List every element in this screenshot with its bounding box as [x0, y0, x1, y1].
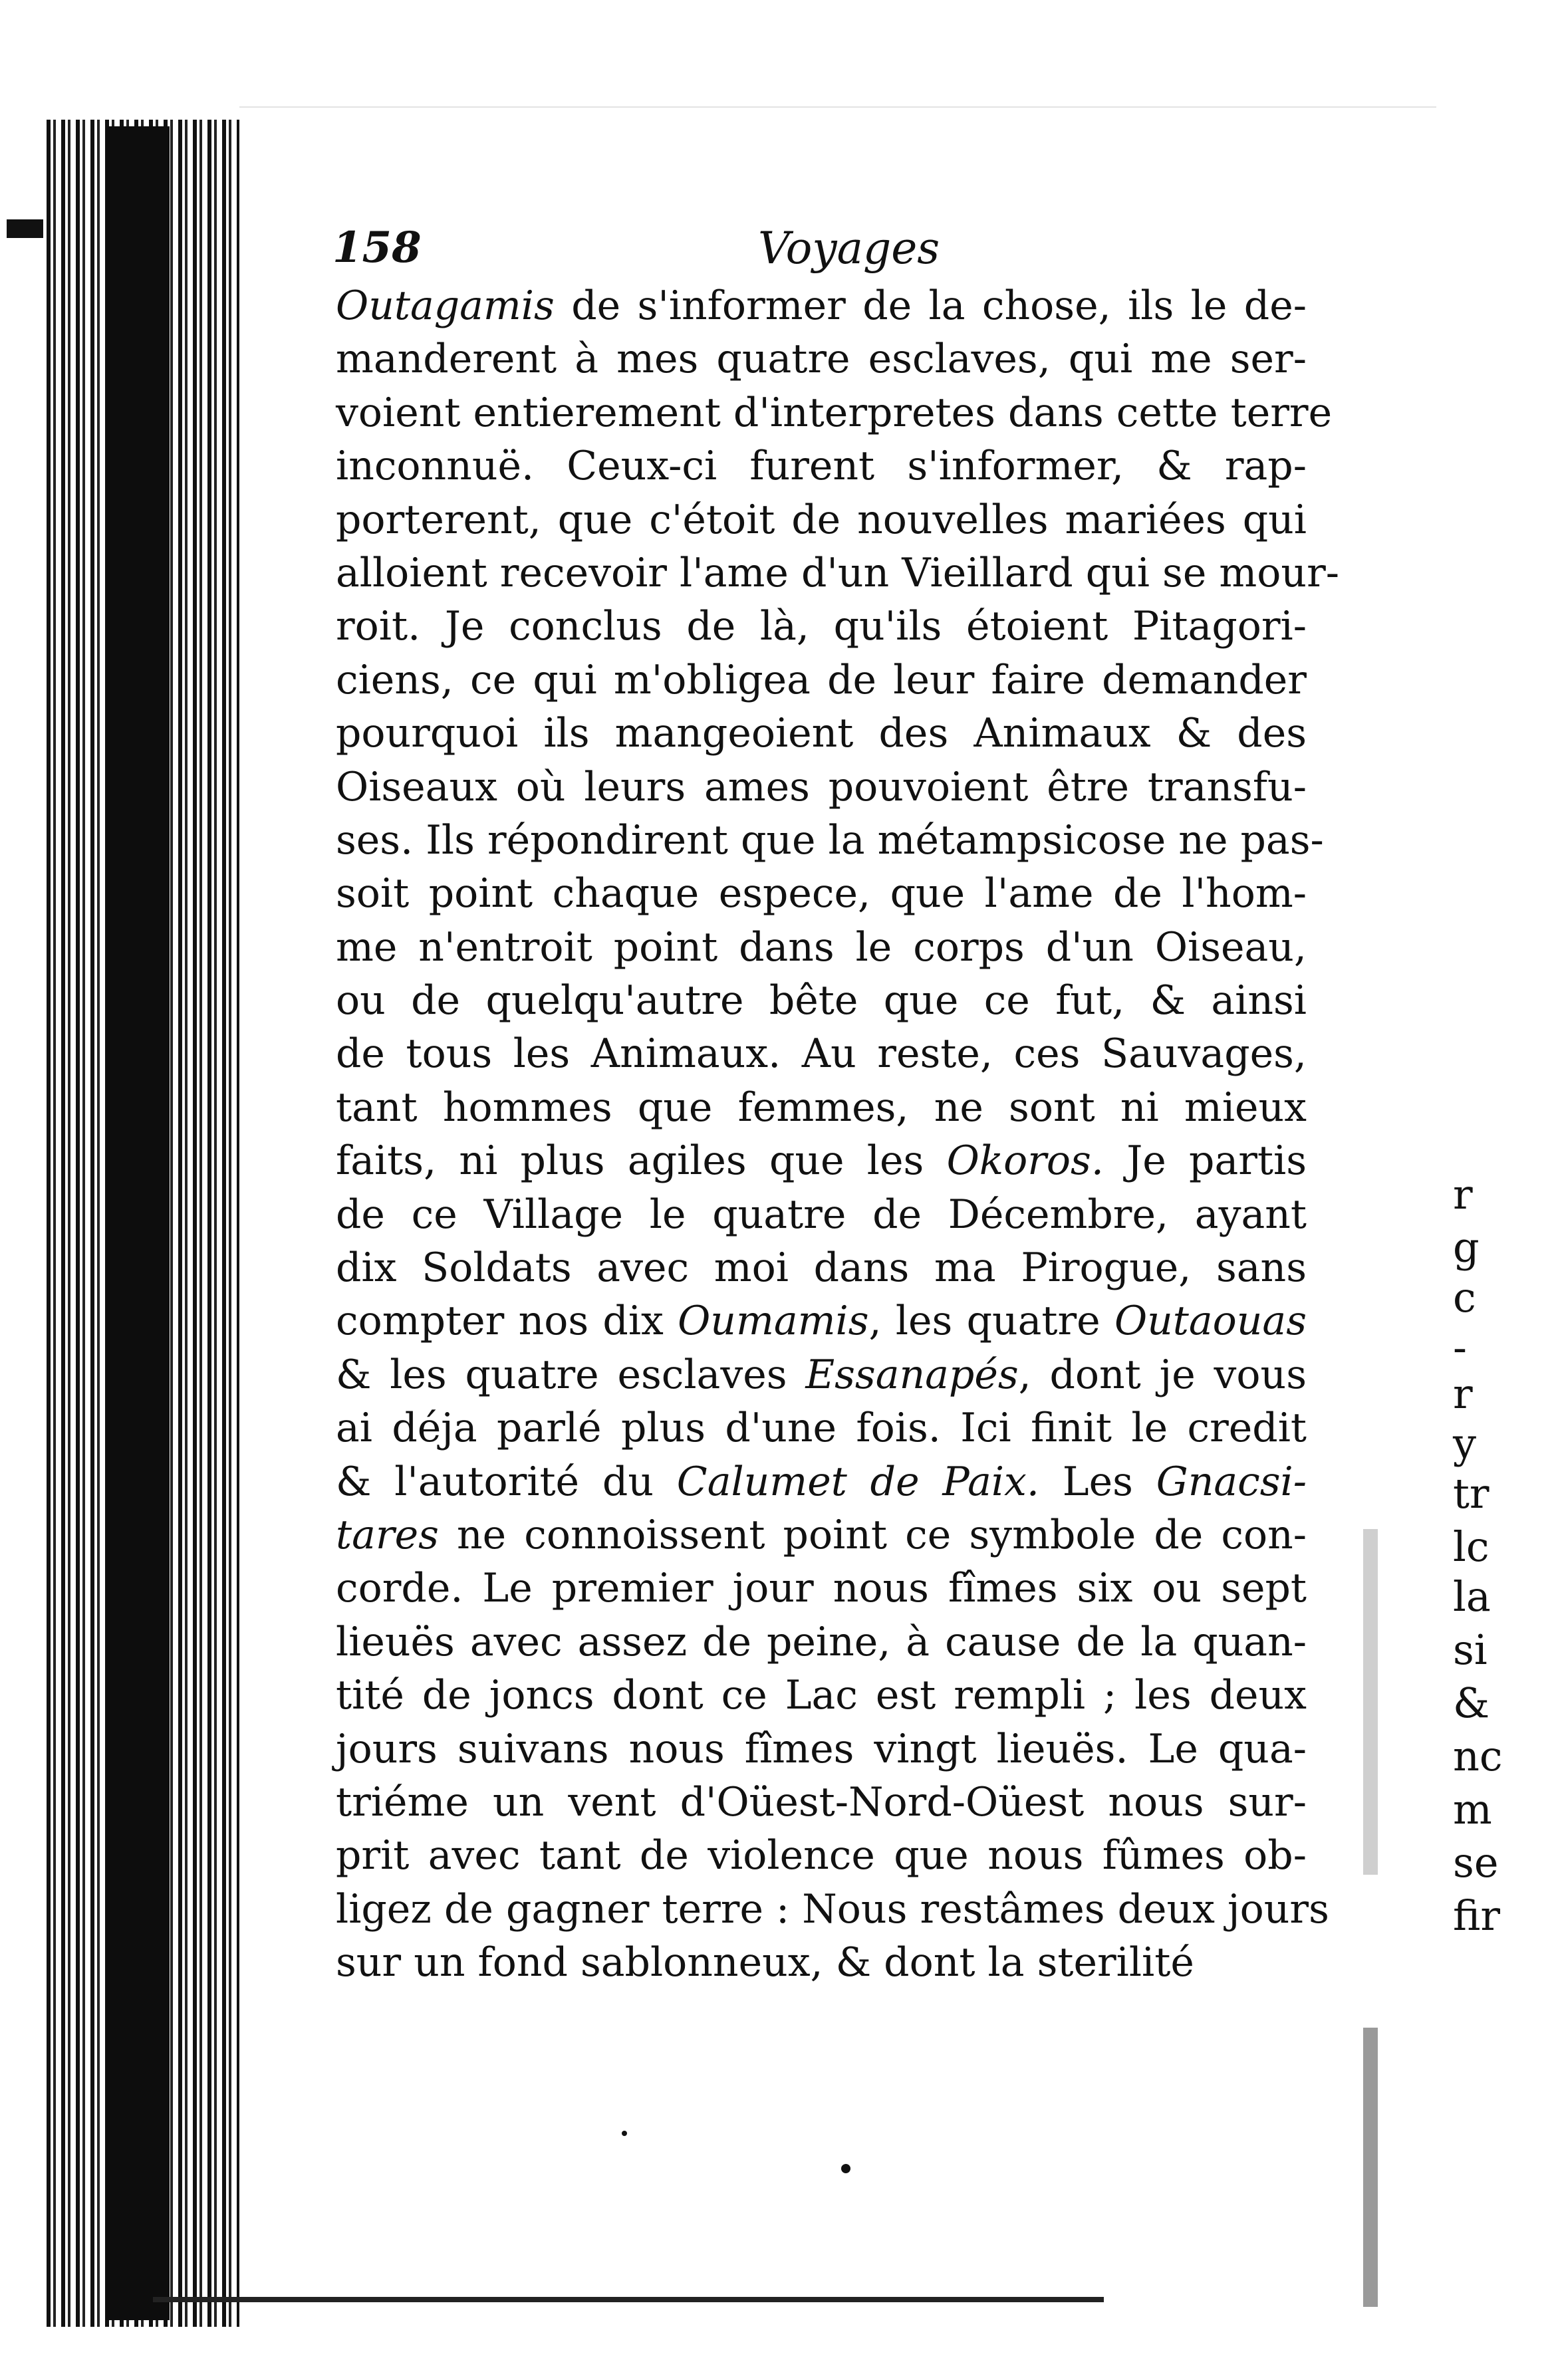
page-header: [332, 223, 1303, 283]
text-run: faits, ni plus agiles que les: [336, 1137, 947, 1185]
italic-text: Okoros.: [946, 1137, 1104, 1185]
scan-mark: [7, 219, 43, 238]
text-run: ciens, ce qui m'obligea de leur faire demander: [336, 656, 1307, 703]
text-line: [336, 332, 1307, 386]
text-line: [336, 1241, 1307, 1294]
text-line: [336, 386, 1333, 439]
text-run: inconnuë. Ceux-ci furent s'informer, & rap-: [336, 443, 1307, 490]
text-run: , dont je vous: [1018, 1351, 1307, 1398]
facing-page-fragment: nc: [1453, 1732, 1503, 1780]
facing-page-fragment: &: [1453, 1679, 1490, 1727]
facing-page-fragment: si: [1453, 1625, 1487, 1674]
text-run: dix Soldats avec moi dans ma Pirogue, sans: [336, 1245, 1307, 1292]
facing-page-fragment: c: [1453, 1273, 1476, 1322]
text-line: [336, 279, 1307, 332]
text-run: , les quatre: [868, 1298, 1114, 1345]
text-line: [336, 974, 1307, 1027]
text-run: de ce Village le quatre de Décembre, ayant: [336, 1191, 1307, 1238]
facing-page-fragment: y: [1453, 1419, 1477, 1468]
text-line: [336, 600, 1307, 653]
text-run: manderent à mes quatre esclaves, qui me ser-: [336, 336, 1307, 383]
text-line: [336, 654, 1307, 707]
text-run: de s'informer de la chose, ils le de-: [554, 283, 1307, 329]
facing-page-fragment: la: [1453, 1572, 1491, 1621]
text-run: & l'autorité du: [336, 1458, 677, 1505]
text-run: ses. Ils répondirent que la métampsicose ne pas-: [336, 816, 1324, 864]
facing-page-fragment: r: [1453, 1170, 1473, 1219]
facing-page-fragment: r: [1453, 1369, 1473, 1418]
text-line: [336, 1294, 1307, 1348]
text-line: [336, 1134, 1307, 1187]
text-line: [336, 1188, 1307, 1241]
text-line: [336, 1615, 1307, 1669]
text-line: [336, 1508, 1307, 1562]
text-run: alloient recevoir l'ame d'un Vieillard qui se mour-: [336, 549, 1340, 596]
text-line: [336, 761, 1307, 814]
text-run: jours suivans nous fîmes vingt lieuës. Le qua-: [336, 1725, 1307, 1772]
text-line: [336, 1455, 1307, 1508]
facing-page-fragment: se: [1453, 1838, 1499, 1887]
page-fold-shadow-lower: [1363, 2028, 1378, 2307]
text-line: [336, 1936, 1307, 1989]
text-line: [336, 1669, 1307, 1722]
page-fold-shadow: [1363, 1529, 1378, 1875]
text-line: [336, 707, 1307, 760]
text-run: ai déja parlé plus d'une fois. Ici finit le credit: [336, 1405, 1307, 1452]
italic-text: tares: [336, 1511, 439, 1558]
binding-shadow: [106, 126, 170, 2320]
text-line: [336, 1562, 1307, 1615]
page-top-edge: [239, 106, 1436, 108]
text-run: tité de joncs dont ce Lac est rempli ; les deux: [336, 1672, 1307, 1719]
text-run: & les quatre esclaves: [336, 1351, 806, 1398]
text-run: ligez de gagner terre : Nous restâmes deux jours: [336, 1885, 1329, 1933]
text-run: triéme un vent d'Oüest-Nord-Oüest nous sur-: [336, 1778, 1307, 1826]
italic-text: Gnacsi-: [1156, 1458, 1307, 1505]
text-run: Oiseaux où leurs ames pouvoient être transfu-: [336, 763, 1307, 810]
text-run: lieuës avec assez de peine, à cause de la quan-: [336, 1618, 1307, 1665]
text-run: Je partis: [1103, 1137, 1307, 1185]
text-run: porterent, que c'étoit de nouvelles mariées qui: [336, 496, 1307, 543]
italic-text: Outaouas: [1114, 1298, 1307, 1345]
text-line: [336, 1776, 1307, 1829]
italic-text: Calumet de Paix.: [676, 1458, 1039, 1505]
text-run: soit point chaque espece, que l'ame de l'hom-: [336, 870, 1307, 917]
ink-speck-2: [622, 2131, 627, 2136]
italic-text: Essanapés: [805, 1351, 1019, 1398]
text-run: voient entierement d'interpretes dans cette terre: [336, 389, 1333, 436]
facing-page-fragment: fir: [1453, 1891, 1500, 1940]
text-run: roit. Je conclus de là, qu'ils étoient Pitagori-: [336, 603, 1307, 650]
facing-page-fragment: -: [1453, 1323, 1467, 1371]
text-line: [336, 867, 1307, 920]
facing-page-fragment: g: [1453, 1223, 1480, 1272]
body-text: [336, 279, 1340, 1990]
text-line: [336, 493, 1307, 546]
running-head: Voyages: [758, 223, 940, 274]
text-line: [336, 1348, 1307, 1401]
text-line: [336, 1883, 1329, 1936]
text-run: de tous les Animaux. Au reste, ces Sauvages,: [336, 1030, 1307, 1078]
facing-page-fragment: tr: [1453, 1469, 1489, 1518]
text-run: prit avec tant de violence que nous fûmes ob-: [336, 1832, 1307, 1879]
text-run: Les: [1039, 1458, 1156, 1505]
text-run: me n'entroit point dans le corps d'un Oiseau,: [336, 923, 1307, 971]
text-run: ne connoissent point ce symbole de con-: [438, 1511, 1307, 1558]
text-line: [336, 1027, 1307, 1080]
facing-page-fragment: m: [1453, 1785, 1492, 1834]
ink-speck: [841, 2164, 850, 2173]
text-run: compter nos dix: [336, 1298, 678, 1345]
text-line: [336, 921, 1307, 974]
text-run: ou de quelqu'autre bête que ce fut, & ainsi: [336, 977, 1307, 1024]
facing-page-fragment: lc: [1453, 1522, 1489, 1571]
text-line: [336, 814, 1324, 867]
text-line: [336, 439, 1307, 493]
italic-text: Outagamis: [336, 283, 555, 329]
text-run: corde. Le premier jour nous fîmes six ou sept: [336, 1565, 1307, 1612]
page-bottom-rule: [153, 2297, 1104, 2302]
text-line: [336, 1829, 1307, 1882]
text-run: pourquoi ils mangeoient des Animaux & des: [336, 710, 1307, 757]
text-line: [336, 1081, 1307, 1134]
italic-text: Oumamis: [678, 1298, 869, 1345]
text-line: [336, 1723, 1307, 1776]
text-run: tant hommes que femmes, ne sont ni mieux: [336, 1084, 1307, 1131]
text-run: sur un fond sablonneux, & dont la sterilité: [336, 1939, 1194, 1986]
text-line: [336, 546, 1340, 600]
page-number: 158: [332, 223, 422, 273]
text-line: [336, 1401, 1307, 1455]
